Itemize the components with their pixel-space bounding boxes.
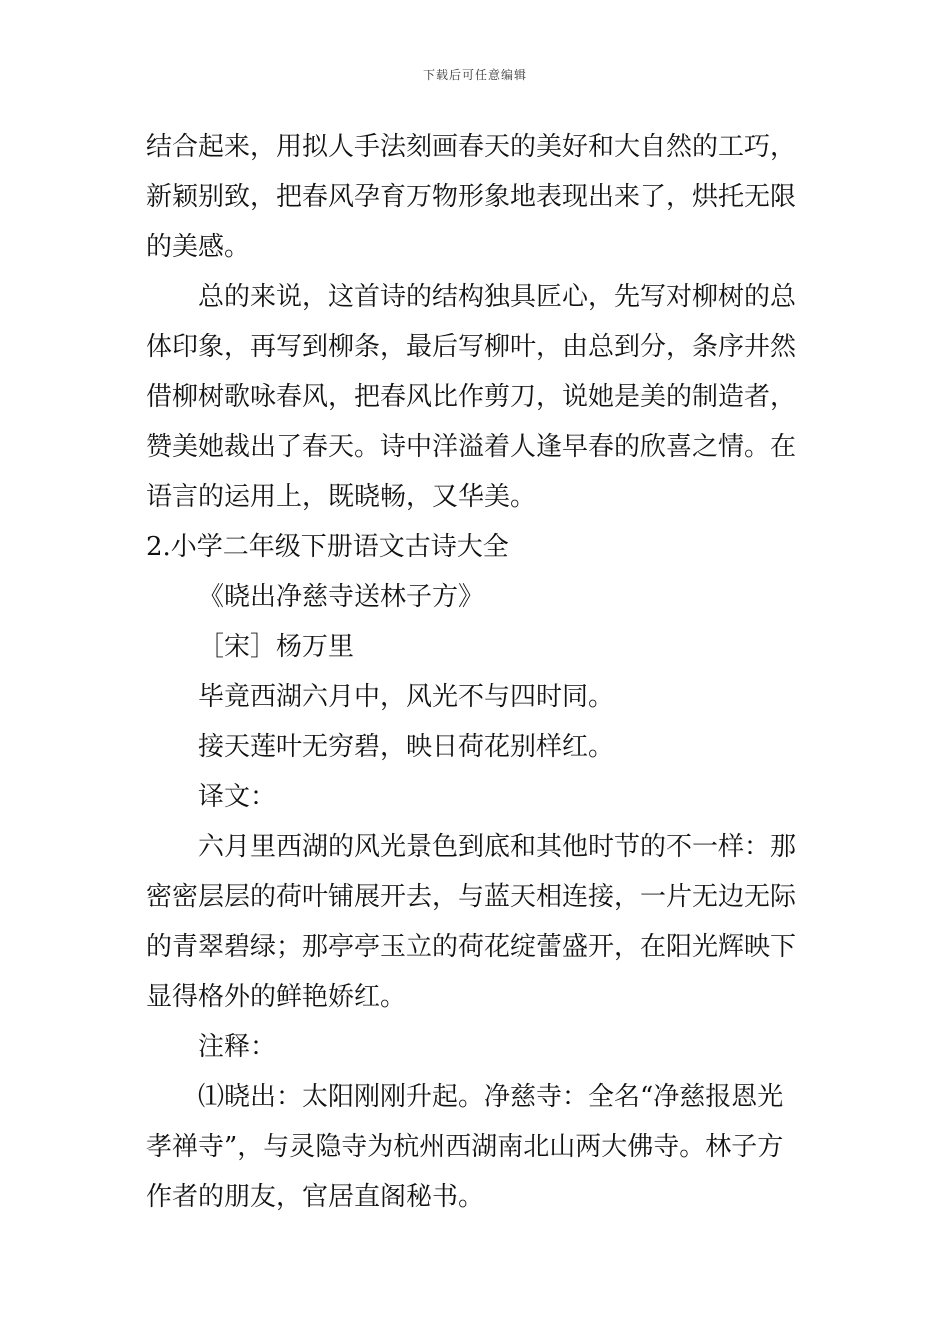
text-line: 体印象，再写到柳条，最后写柳叶，由总到分，条序井然 [146, 332, 797, 362]
section-heading: 2.小学二年级下册语文古诗大全 [146, 532, 509, 562]
paragraph-start: 总的来说，这首诗的结构独具匠心，先写对柳树的总 [198, 282, 797, 312]
poem-line: 毕竟西湖六月中，风光不与四时同。 [198, 682, 615, 712]
text-line: 密密层层的荷叶铺展开去，与蓝天相连接，一片无边无际 [146, 882, 797, 912]
text-line: 孝禅寺”，与灵隐寺为杭州西湖南北山两大佛寺。林子方 [146, 1132, 784, 1162]
document-body [146, 122, 808, 1222]
text-line: 语言的运用上，既晓畅，又华美。 [146, 482, 537, 512]
paragraph-start: 六月里西湖的风光景色到底和其他时节的不一样：那 [198, 832, 797, 862]
poem-title: 《晓出净慈寺送林子方》 [198, 582, 485, 612]
poem-line: 接天莲叶无穷碧，映日荷花别样红。 [198, 732, 615, 762]
text-line: 新颖别致，把春风孕育万物形象地表现出来了，烘托无限 [146, 182, 797, 212]
text-line: 结合起来，用拟人手法刻画春天的美好和大自然的工巧， [146, 132, 797, 162]
page-header: 下载后可任意编辑 [422, 68, 527, 82]
text-line: 作者的朋友，官居直阁秘书。 [146, 1182, 485, 1212]
translation-label: 译文： [198, 782, 277, 812]
paragraph-start: ⑴晓出：太阳刚刚升起。净慈寺：全名“净慈报恩光 [198, 1082, 784, 1112]
text-line: 的青翠碧绿；那亭亭玉立的荷花绽蕾盛开，在阳光辉映下 [146, 932, 797, 962]
poem-author: ［宋］杨万里 [198, 632, 355, 662]
text-line: 借柳树歌咏春风，把春风比作剪刀，说她是美的制造者， [146, 382, 797, 412]
text-line: 显得格外的鲜艳娇红。 [146, 982, 407, 1012]
text-line: 的美感。 [146, 232, 251, 262]
notes-label: 注释： [198, 1032, 277, 1062]
text-line: 赞美她裁出了春天。诗中洋溢着人逢早春的欣喜之情。在 [146, 432, 797, 462]
